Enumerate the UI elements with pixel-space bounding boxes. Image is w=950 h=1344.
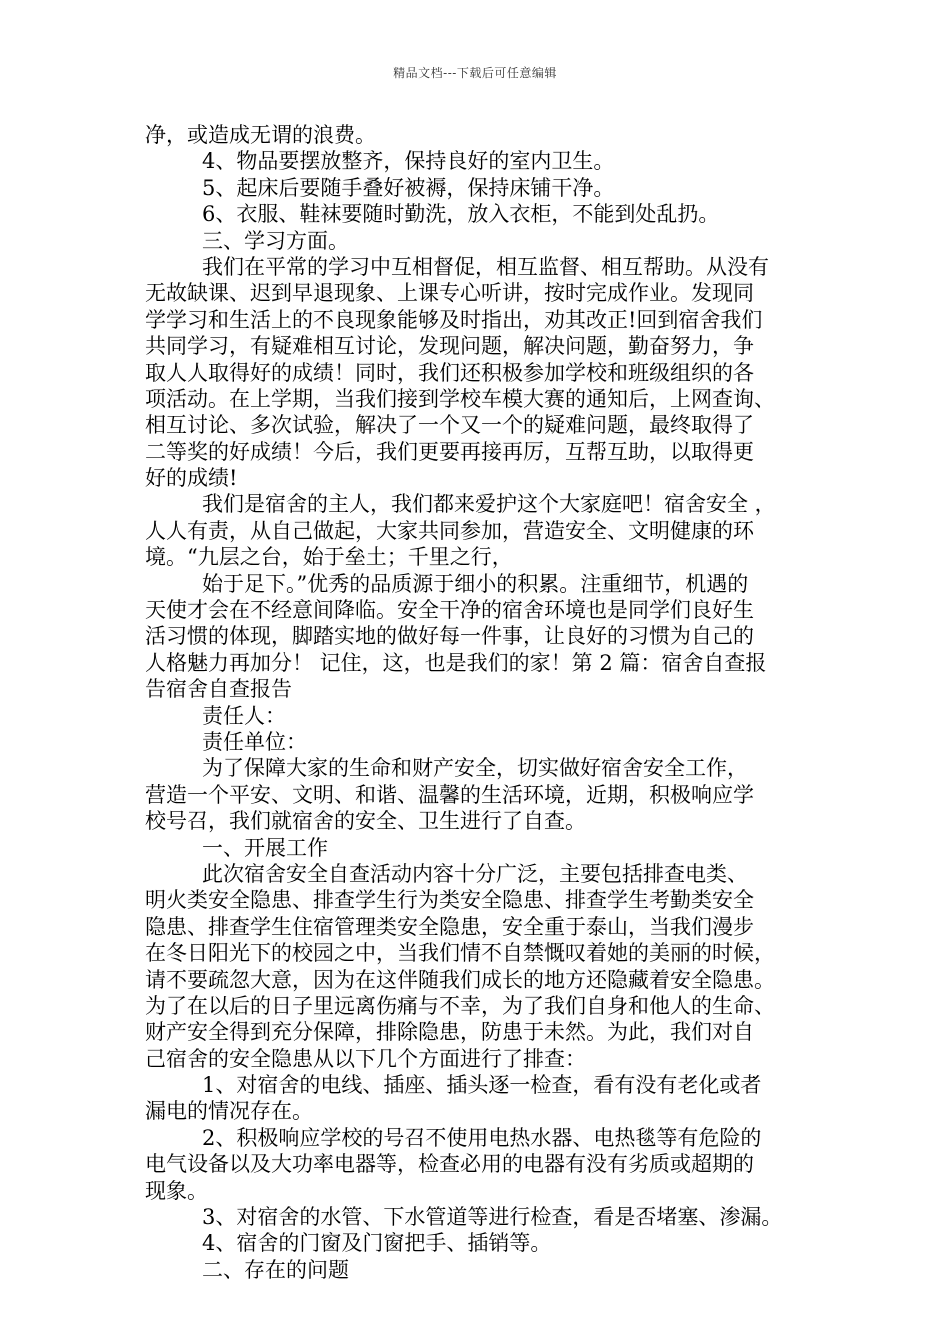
text-line: 4、宿舍的门窗及门窗把手、插销等。	[202, 1231, 552, 1256]
text-line: 在冬日阳光下的校园之中，当我们情不自禁慨叹着她的美丽的时候，	[145, 941, 775, 966]
text-line: 校号召，我们就宿舍的安全、卫生进行了自查。	[145, 809, 586, 834]
text-line: 1、对宿舍的电线、插座、插头逐一检查，看有没有老化或者	[202, 1073, 762, 1098]
text-line: 三、学习方面。	[202, 228, 349, 253]
text-line: 人格魅力再加分！ 记住，这，也是我们的家！第 2 篇：宿舍自查报	[145, 650, 767, 675]
text-line: 项活动。在上学期，当我们接到学校车模大赛的通知后，上网查询、	[145, 386, 775, 411]
text-line: 学学习和生活上的不良现象能够及时指出，劝其改正!回到宿舍我们	[145, 307, 763, 332]
text-line: 活习惯的体现，脚踏实地的做好每一件事，让良好的习惯为自己的	[145, 624, 754, 649]
text-line: 营造一个平安、文明、和谐、温馨的生活环境，近期，积极响应学	[145, 782, 754, 807]
text-line: 3、对宿舍的水管、下水管道等进行检查，看是否堵塞、渗漏。	[202, 1205, 783, 1230]
text-line: 明火类安全隐患、排查学生行为类安全隐患、排查学生考勤类安全	[145, 888, 754, 913]
text-line: 我们是宿舍的主人，我们都来爱护这个大家庭吧！宿舍安全 ，	[202, 492, 776, 517]
text-line: 电气设备以及大功率电器等，检查必用的电器有没有劣质或超期的	[145, 1152, 754, 1177]
text-line: 4、物品要摆放整齐，保持良好的室内卫生。	[202, 149, 615, 174]
document-body	[145, 122, 807, 1283]
text-line: 取人人取得好的成绩！同时，我们还积极参加学校和班级组织的各	[145, 360, 754, 385]
page-header: 精品文档---下载后可任意编辑	[393, 66, 557, 80]
text-line: 告宿舍自查报告	[145, 677, 292, 702]
text-line: 责任人：	[202, 703, 286, 728]
text-line: 净，或造成无谓的浪费。	[145, 123, 376, 147]
text-line: 为了在以后的日子里远离伤痛与不幸，为了我们自身和他人的生命、	[145, 993, 775, 1018]
text-line: 始于足下。”优秀的品质源于细小的积累。注重细节，机遇的	[202, 571, 749, 596]
text-line: 人人有责，从自己做起，大家共同参加，营造安全、文明健康的环	[145, 518, 754, 543]
text-line: 境。“九层之台，始于垒土；千里之行，	[145, 545, 513, 570]
text-line: 己宿舍的安全隐患从以下几个方面进行了排查：	[145, 1046, 586, 1071]
text-line: 请不要疏忽大意，因为在这伴随我们成长的地方还隐藏着安全隐患。	[145, 967, 775, 992]
text-line: 一、开展工作	[202, 835, 328, 860]
text-line: 无故缺课、迟到早退现象、上课专心听讲，按时完成作业。发现同	[145, 281, 754, 306]
text-line: 责任单位：	[202, 729, 307, 754]
text-line: 5、起床后要随手叠好被褥，保持床铺干净。	[202, 175, 615, 200]
text-line: 我们在平常的学习中互相督促，相互监督、相互帮助。从没有	[202, 254, 769, 279]
text-line: 相互讨论、多次试验，解决了一个又一个的疑难问题，最终取得了	[145, 413, 754, 438]
text-line: 6、衣服、鞋袜要随时勤洗，放入衣柜，不能到处乱扔。	[202, 202, 720, 227]
text-line: 现象。	[145, 1178, 208, 1203]
text-line: 为了保障大家的生命和财产安全，切实做好宿舍安全工作，	[202, 756, 748, 781]
text-line: 2、积极响应学校的号召不使用电热水器、电热毯等有危险的	[202, 1125, 762, 1150]
text-line: 好的成绩!	[145, 466, 238, 491]
text-line: 此次宿舍安全自查活动内容十分广泛，主要包括排查电类、	[202, 861, 748, 886]
text-line: 二等奖的好成绩！今后，我们更要再接再厉，互帮互助，以取得更	[145, 439, 754, 464]
text-line: 漏电的情况存在。	[145, 1099, 313, 1124]
text-line: 天使才会在不经意间降临。安全干净的宿舍环境也是同学们良好生	[145, 598, 754, 623]
text-line: 共同学习，有疑难相互讨论，发现问题，解决问题，勤奋努力，争	[145, 334, 754, 359]
text-line: 二、存在的问题	[202, 1257, 349, 1282]
text-line: 隐患、排查学生住宿管理类安全隐患，安全重于泰山，当我们漫步	[145, 914, 754, 939]
text-line: 财产安全得到充分保障，排除隐患，防患于未然。为此，我们对自	[145, 1020, 754, 1045]
